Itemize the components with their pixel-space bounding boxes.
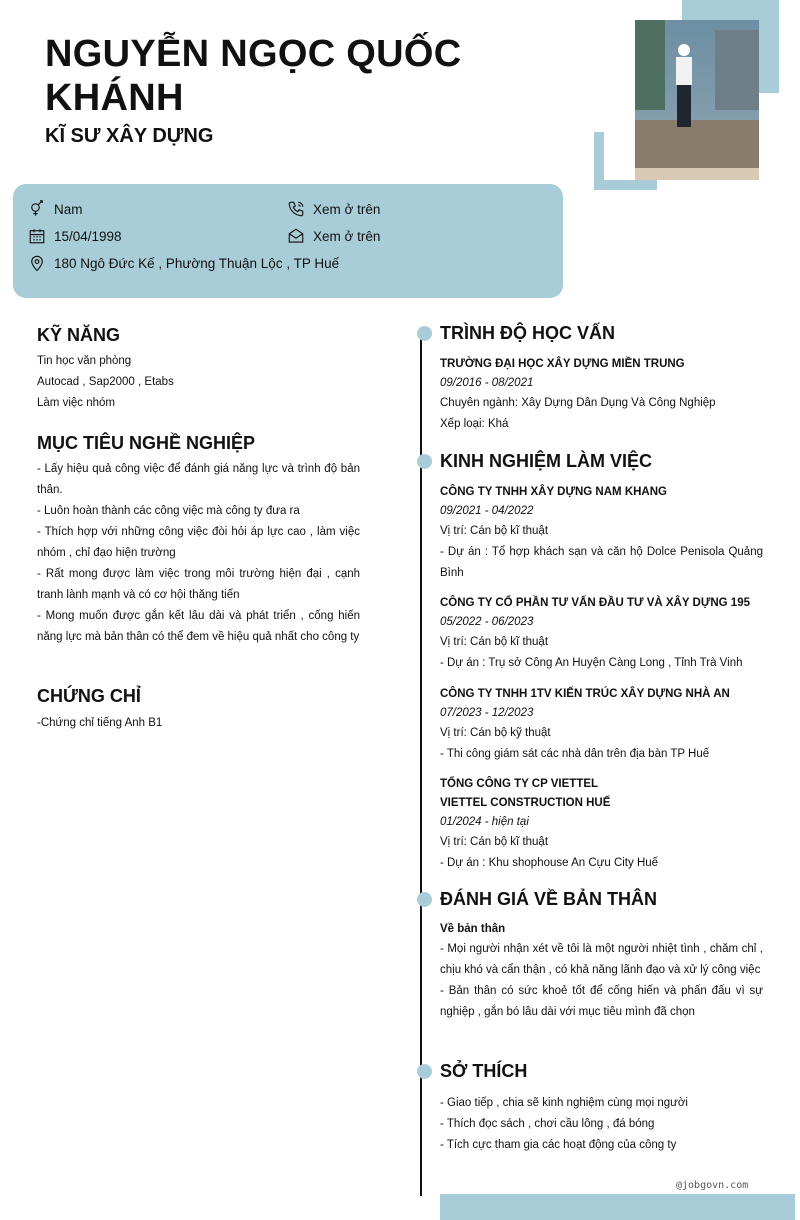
education-block	[440, 355, 763, 435]
calendar-icon	[28, 227, 46, 245]
list-item: Làm việc nhóm	[37, 397, 115, 409]
experience-title: KINH NGHIỆM LÀM VIỆC	[440, 451, 653, 471]
job-entry	[440, 775, 763, 874]
contact-panel	[13, 184, 563, 298]
address-value: 180 Ngô Đức Kế , Phường Thuận Lộc , TP Huế	[54, 255, 340, 271]
job-date: 01/2024 - hiện tại	[440, 816, 529, 828]
list-item: - Mong muốn được gắn kết lâu dài và phát triển , cống hiến năng lực mà bản thân có thể đem về hiệu quả nhất cho công ty	[37, 610, 360, 643]
job-position: Vị trí: Cán bộ kĩ thuật	[440, 636, 549, 648]
job-date: 07/2023 - 12/2023	[440, 707, 534, 719]
timeline-dot	[417, 326, 432, 341]
gender-icon	[28, 200, 46, 218]
accent-bracket-horizontal	[594, 180, 657, 190]
company-name: TỔNG CÔNG TY CP VIETTEL	[440, 778, 599, 790]
list-item: - Lấy hiệu quả công việc để đánh giá năng lực và trình độ bản thân.	[37, 463, 360, 496]
list-item: - Thích đọc sách , chơi cầu lông , đá bóng	[440, 1118, 655, 1130]
school-name: TRƯỜNG ĐẠI HỌC XÂY DỰNG MIỀN TRUNG	[440, 358, 685, 370]
timeline-dot	[417, 1064, 432, 1079]
certificates-title: CHỨNG CHỈ	[37, 686, 141, 706]
list-item: - Mọi người nhận xét về tôi là một người nhiệt tình , chăm chỉ , chịu khó và cẩn thận , có khả năng lãnh đạo và xử lý công việc	[440, 943, 763, 976]
list-item: - Tích cực tham gia các hoạt động của công ty	[440, 1139, 677, 1151]
list-item: - Rất mong được làm việc trong môi trường hiện đại , cạnh tranh lành mạnh và có cơ hội thăng tiến	[37, 568, 360, 601]
job-position: Vị trí: Cán bộ kĩ thuật	[440, 525, 549, 537]
certificates-list	[37, 713, 360, 734]
self-review-title: ĐÁNH GIÁ VỀ BẢN THÂN	[440, 889, 658, 909]
objective-list	[37, 459, 360, 648]
timeline-dot	[417, 454, 432, 469]
list-item: - Luôn hoàn thành các công việc mà công ty đưa ra	[37, 505, 300, 517]
list-item: -Chứng chỉ tiếng Anh B1	[37, 717, 163, 729]
contact-address	[28, 254, 339, 272]
list-item: - Bản thân có sức khoẻ tốt để cống hiến và phấn đấu vì sự nghiệp , gắn bó lâu dài với mục tiêu mình đã chọn	[440, 985, 763, 1018]
timeline-dot	[417, 892, 432, 907]
job-position: Vị trí: Cán bộ kĩ thuật	[440, 836, 549, 848]
gender-value: Nam	[54, 201, 83, 217]
company-name: CÔNG TY CỔ PHẦN TƯ VẤN ĐẦU TƯ VÀ XÂY DỰNG 195	[440, 597, 750, 609]
email-value: Xem ở trên	[313, 228, 381, 244]
job-entry	[440, 685, 763, 765]
contact-dob	[28, 227, 122, 245]
accent-bar-bottom	[440, 1194, 795, 1220]
envelope-icon	[287, 227, 305, 245]
hobbies-title: SỞ THÍCH	[440, 1061, 528, 1081]
company-name-secondary: VIETTEL CONSTRUCTION HUẾ	[440, 797, 611, 809]
objective-title: MỤC TIÊU NGHỀ NGHIỆP	[37, 433, 256, 453]
job-project: - Dự án : Trụ sở Công An Huyện Càng Long , Tỉnh Trà Vinh	[440, 657, 743, 669]
location-pin-icon	[28, 254, 46, 272]
job-title: KĨ SƯ XÂY DỰNG	[45, 125, 214, 147]
phone-icon	[287, 200, 305, 218]
list-item: - Giao tiếp , chia sẽ kinh nghiệm cùng mọi người	[440, 1097, 688, 1109]
job-project: - Dự án : Tổ hợp khách sạn và căn hộ Dolce Penisola Quảng Bình	[440, 546, 763, 579]
skills-title: KỸ NĂNG	[37, 325, 121, 345]
job-entry	[440, 594, 763, 674]
company-name: CÔNG TY TNHH XÂY DỰNG NAM KHANG	[440, 486, 667, 498]
contact-gender	[28, 200, 83, 218]
watermark: @jobgovn.com	[676, 1180, 749, 1191]
list-item: - Thích hợp với những công việc đòi hỏi áp lực cao , làm việc nhóm , chỉ đạo hiện trường	[37, 526, 360, 559]
list-item: Autocad , Sap2000 , Etabs	[37, 376, 174, 388]
job-project: - Dự án : Khu shophouse An Cựu City Huế	[440, 857, 659, 869]
contact-phone	[287, 200, 380, 218]
company-name: CÔNG TY TNHH 1TV KIẾN TRÚC XÂY DỰNG NHÀ AN	[440, 688, 730, 700]
candidate-name: NGUYỄN NGỌC QUỐC KHÁNH	[45, 33, 462, 119]
phone-value: Xem ở trên	[313, 201, 381, 217]
hobbies-block	[440, 1093, 763, 1156]
education-rank: Xếp loại: Khá	[440, 418, 509, 430]
job-position: Vị trí: Cán bộ kỹ thuật	[440, 727, 551, 739]
education-title: TRÌNH ĐỘ HỌC VẤN	[440, 323, 615, 343]
job-date: 09/2021 - 04/2022	[440, 505, 534, 517]
contact-email	[287, 227, 380, 245]
self-review-block	[440, 920, 763, 1023]
job-project: - Thi công giám sát các nhà dân trên địa bàn TP Huế	[440, 748, 710, 760]
self-review-subtitle: Về bản thân	[440, 923, 506, 935]
job-entry	[440, 483, 763, 584]
education-date: 09/2016 - 08/2021	[440, 377, 534, 389]
dob-value: 15/04/1998	[54, 228, 122, 244]
profile-photo	[635, 20, 759, 180]
skills-list	[37, 351, 360, 414]
list-item: Tin học văn phòng	[37, 355, 132, 367]
education-major: Chuyên ngành: Xây Dựng Dân Dụng Và Công Nghiệp	[440, 397, 716, 409]
job-date: 05/2022 - 06/2023	[440, 616, 534, 628]
